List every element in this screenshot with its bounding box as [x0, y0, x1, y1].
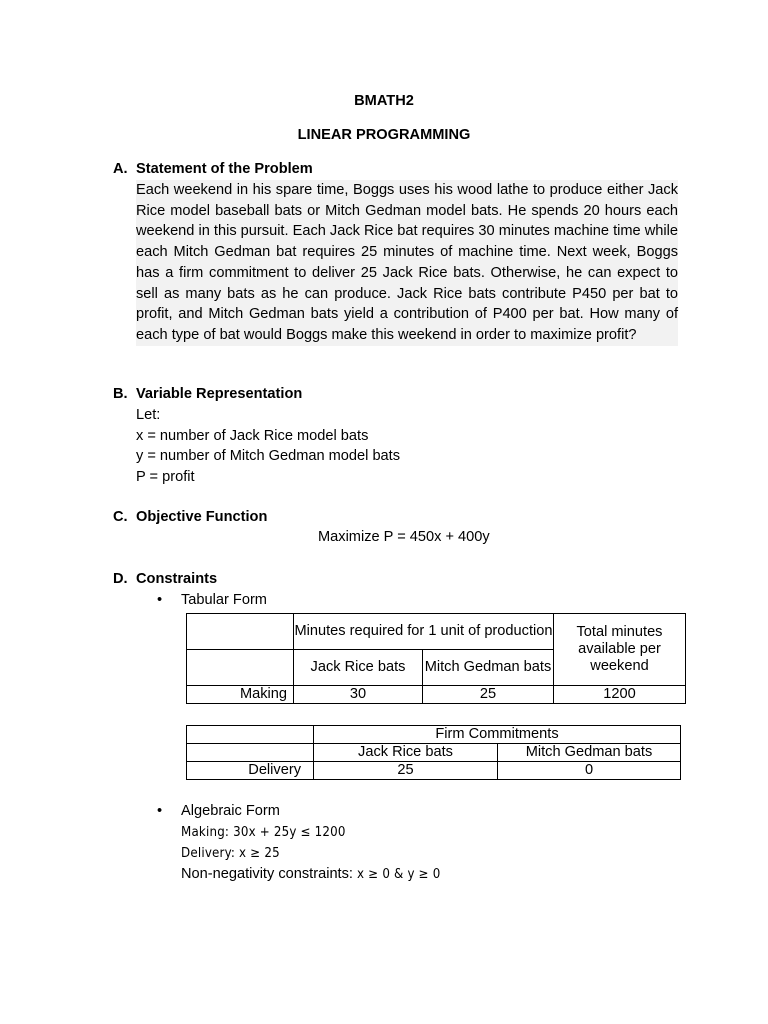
- table-row: [187, 762, 681, 780]
- table-row: [187, 686, 686, 704]
- table1-value-jack-rice: 30: [294, 686, 423, 704]
- table1-value-mitch-gedman: 25: [423, 686, 554, 704]
- variable-p: P = profit: [136, 469, 195, 485]
- delivery-table: [186, 725, 681, 780]
- table2-col-jack-rice: Jack Rice bats: [314, 744, 498, 762]
- table1-total-header: Total minutes available per weekend: [554, 614, 686, 686]
- table2-group-header: Firm Commitments: [314, 726, 681, 744]
- table2-corner: [187, 726, 314, 744]
- table1-group-header: Minutes required for 1 unit of production: [294, 614, 554, 650]
- variable-x: x = number of Jack Rice model bats: [136, 428, 369, 444]
- section-c-letter: C.: [113, 509, 128, 525]
- course-code: BMATH2: [354, 93, 414, 109]
- page-title: LINEAR PROGRAMMING: [297, 127, 471, 143]
- table1-col-jack-rice: Jack Rice bats: [294, 650, 423, 686]
- making-constraint: Making: 30x + 25y ≤ 1200: [181, 825, 346, 840]
- table2-row-label: Delivery: [187, 762, 314, 780]
- nonnegativity-constraint: [181, 866, 441, 882]
- table1-value-total: 1200: [554, 686, 686, 704]
- table1-row-label: Making: [187, 686, 294, 704]
- table1-corner-lower: [187, 650, 294, 686]
- bullet-tabular: •: [157, 592, 163, 608]
- section-d-heading: [113, 569, 217, 589]
- section-a-letter: A.: [113, 161, 128, 177]
- table2-value-mitch-gedman: 0: [498, 762, 681, 780]
- let-line: Let:: [136, 407, 161, 423]
- section-c-heading: [113, 507, 267, 527]
- objective-equation: Maximize P = 450x + 400y: [318, 529, 490, 545]
- delivery-constraint: Delivery: x ≥ 25: [181, 846, 280, 861]
- variable-y: y = number of Mitch Gedman model bats: [136, 448, 401, 464]
- section-a-title: Statement of the Problem: [136, 161, 313, 177]
- section-b-heading: [113, 384, 302, 404]
- algebraic-form-label: Algebraic Form: [181, 803, 280, 819]
- section-a-heading: [113, 159, 313, 179]
- section-b-letter: B.: [113, 386, 128, 402]
- table1-corner: [187, 614, 294, 650]
- section-b-title: Variable Representation: [136, 386, 303, 402]
- section-d-letter: D.: [113, 571, 128, 587]
- nonnegativity-label: Non-negativity constraints:: [181, 866, 358, 882]
- problem-statement: Each weekend in his spare time, Boggs uses his wood lathe to produce either Jack Rice model baseball bats or Mitch Gedman model bats. He spends 20 hours each weekend in this pursuit. Each Jack Rice bat requires 30 minutes machine time while each Mitch Gedman bat requires 25 minutes of machine time. Next week, Boggs has a firm commitment to deliver 25 Jack Rice bats. Otherwise, he can expect to sell as many bats as he can produce. Jack Rice bats contribute P450 per bat to profit, and Mitch Gedman bats yield a contribution of P400 per bat. How many of each type of bat would Boggs make this weekend in order to maximize profit?: [136, 180, 678, 346]
- bullet-algebraic: •: [157, 803, 163, 819]
- section-c-title: Objective Function: [136, 509, 268, 525]
- table2-col-mitch-gedman: Mitch Gedman bats: [498, 744, 681, 762]
- nonnegativity-expression: x ≥ 0 & y ≥ 0: [357, 867, 441, 882]
- table2-value-jack-rice: 25: [314, 762, 498, 780]
- making-table: [186, 613, 686, 704]
- tabular-form-label: Tabular Form: [181, 592, 267, 608]
- section-d-title: Constraints: [136, 571, 218, 587]
- table1-col-mitch-gedman: Mitch Gedman bats: [423, 650, 554, 686]
- table2-corner-lower: [187, 744, 314, 762]
